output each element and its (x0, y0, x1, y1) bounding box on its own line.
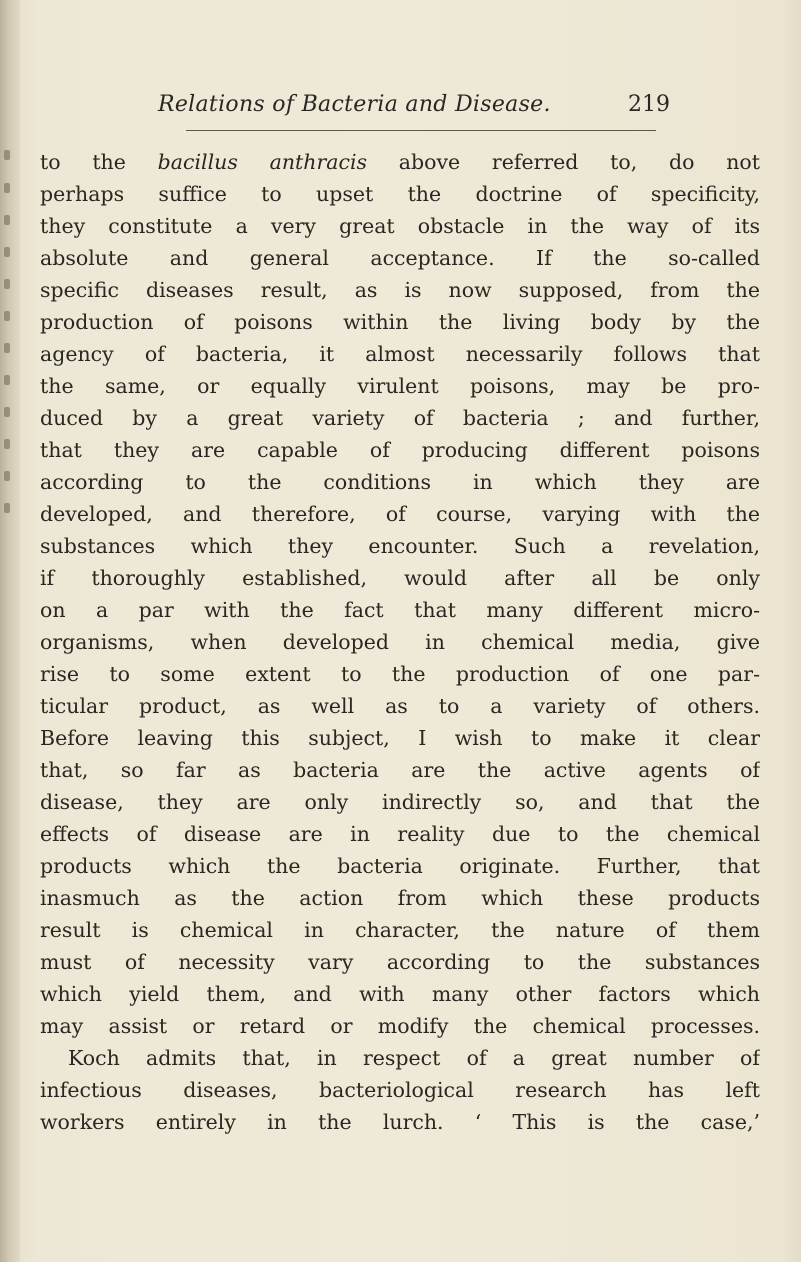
text-line: that they are capable of producing different poisons (40, 438, 760, 462)
text-fragment: to the (40, 150, 158, 174)
gutter-mark (4, 439, 10, 449)
text-line: if thoroughly established, would after all be only (40, 566, 760, 590)
text-line: perhaps suffice to upset the doctrine of specificity, (40, 182, 760, 206)
text-line: on a par with the fact that many different micro- (40, 598, 760, 622)
text-line: organisms, when developed in chemical media, give (40, 630, 760, 654)
text-line: infectious diseases, bacteriological research has left (40, 1078, 760, 1102)
text-line: the same, or equally virulent poisons, may be pro- (40, 374, 760, 398)
text-line: result is chemical in character, the nature of them (40, 918, 760, 942)
text-line: substances which they encounter. Such a revelation, (40, 534, 760, 558)
text-line: ticular product, as well as to a variety of others. (40, 694, 760, 718)
gutter-mark (4, 343, 10, 353)
gutter-mark (4, 279, 10, 289)
running-head: Relations of Bacteria and Disease. (158, 92, 551, 117)
text-line: agency of bacteria, it almost necessarily follows that (40, 342, 760, 366)
text-line: they constitute a very great obstacle in the way of its (40, 214, 760, 238)
italic-term: bacillus anthracis (157, 150, 368, 174)
text-line: developed, and therefore, of course, varying with the (40, 502, 760, 526)
text-line: which yield them, and with many other factors which (40, 982, 760, 1006)
gutter-mark (4, 247, 10, 257)
gutter-mark (4, 375, 10, 385)
page-number: 219 (628, 92, 670, 117)
gutter-mark (4, 311, 10, 321)
text-line: production of poisons within the living body by the (40, 310, 760, 334)
page-gutter (0, 0, 20, 1262)
text-line: products which the bacteria originate. Further, that (40, 854, 760, 878)
gutter-mark (4, 503, 10, 513)
text-line: specific diseases result, as is now supposed, from the (40, 278, 760, 302)
text-line: duced by a great variety of bacteria ; and further, (40, 406, 760, 430)
text-line: according to the conditions in which they are (40, 470, 760, 494)
gutter-mark (4, 471, 10, 481)
text-line: rise to some extent to the production of one par- (40, 662, 760, 686)
text-line: effects of disease are in reality due to the chemical (40, 822, 760, 846)
text-line: workers entirely in the lurch. ‘ This is the case,’ (40, 1110, 760, 1134)
body-text (40, 146, 760, 1138)
text-line: must of necessity vary according to the substances (40, 950, 760, 974)
text-line: Koch admits that, in respect of a great number of (68, 1046, 760, 1070)
gutter-mark (4, 215, 10, 225)
text-line: inasmuch as the action from which these products (40, 886, 760, 910)
gutter-mark (4, 407, 10, 417)
text-line: Before leaving this subject, I wish to make it clear (40, 726, 760, 750)
text-line: that, so far as bacteria are the active agents of (40, 758, 760, 782)
text-line: may assist or retard or modify the chemical processes. (40, 1014, 760, 1038)
header-rule (186, 130, 656, 131)
text-fragment: above referred to, do not (367, 150, 760, 174)
text-line: disease, they are only indirectly so, and that the (40, 790, 760, 814)
gutter-mark (4, 183, 10, 193)
text-line (40, 146, 760, 178)
text-line: absolute and general acceptance. If the so-called (40, 246, 760, 270)
gutter-mark (4, 150, 10, 160)
page-header (40, 92, 760, 128)
